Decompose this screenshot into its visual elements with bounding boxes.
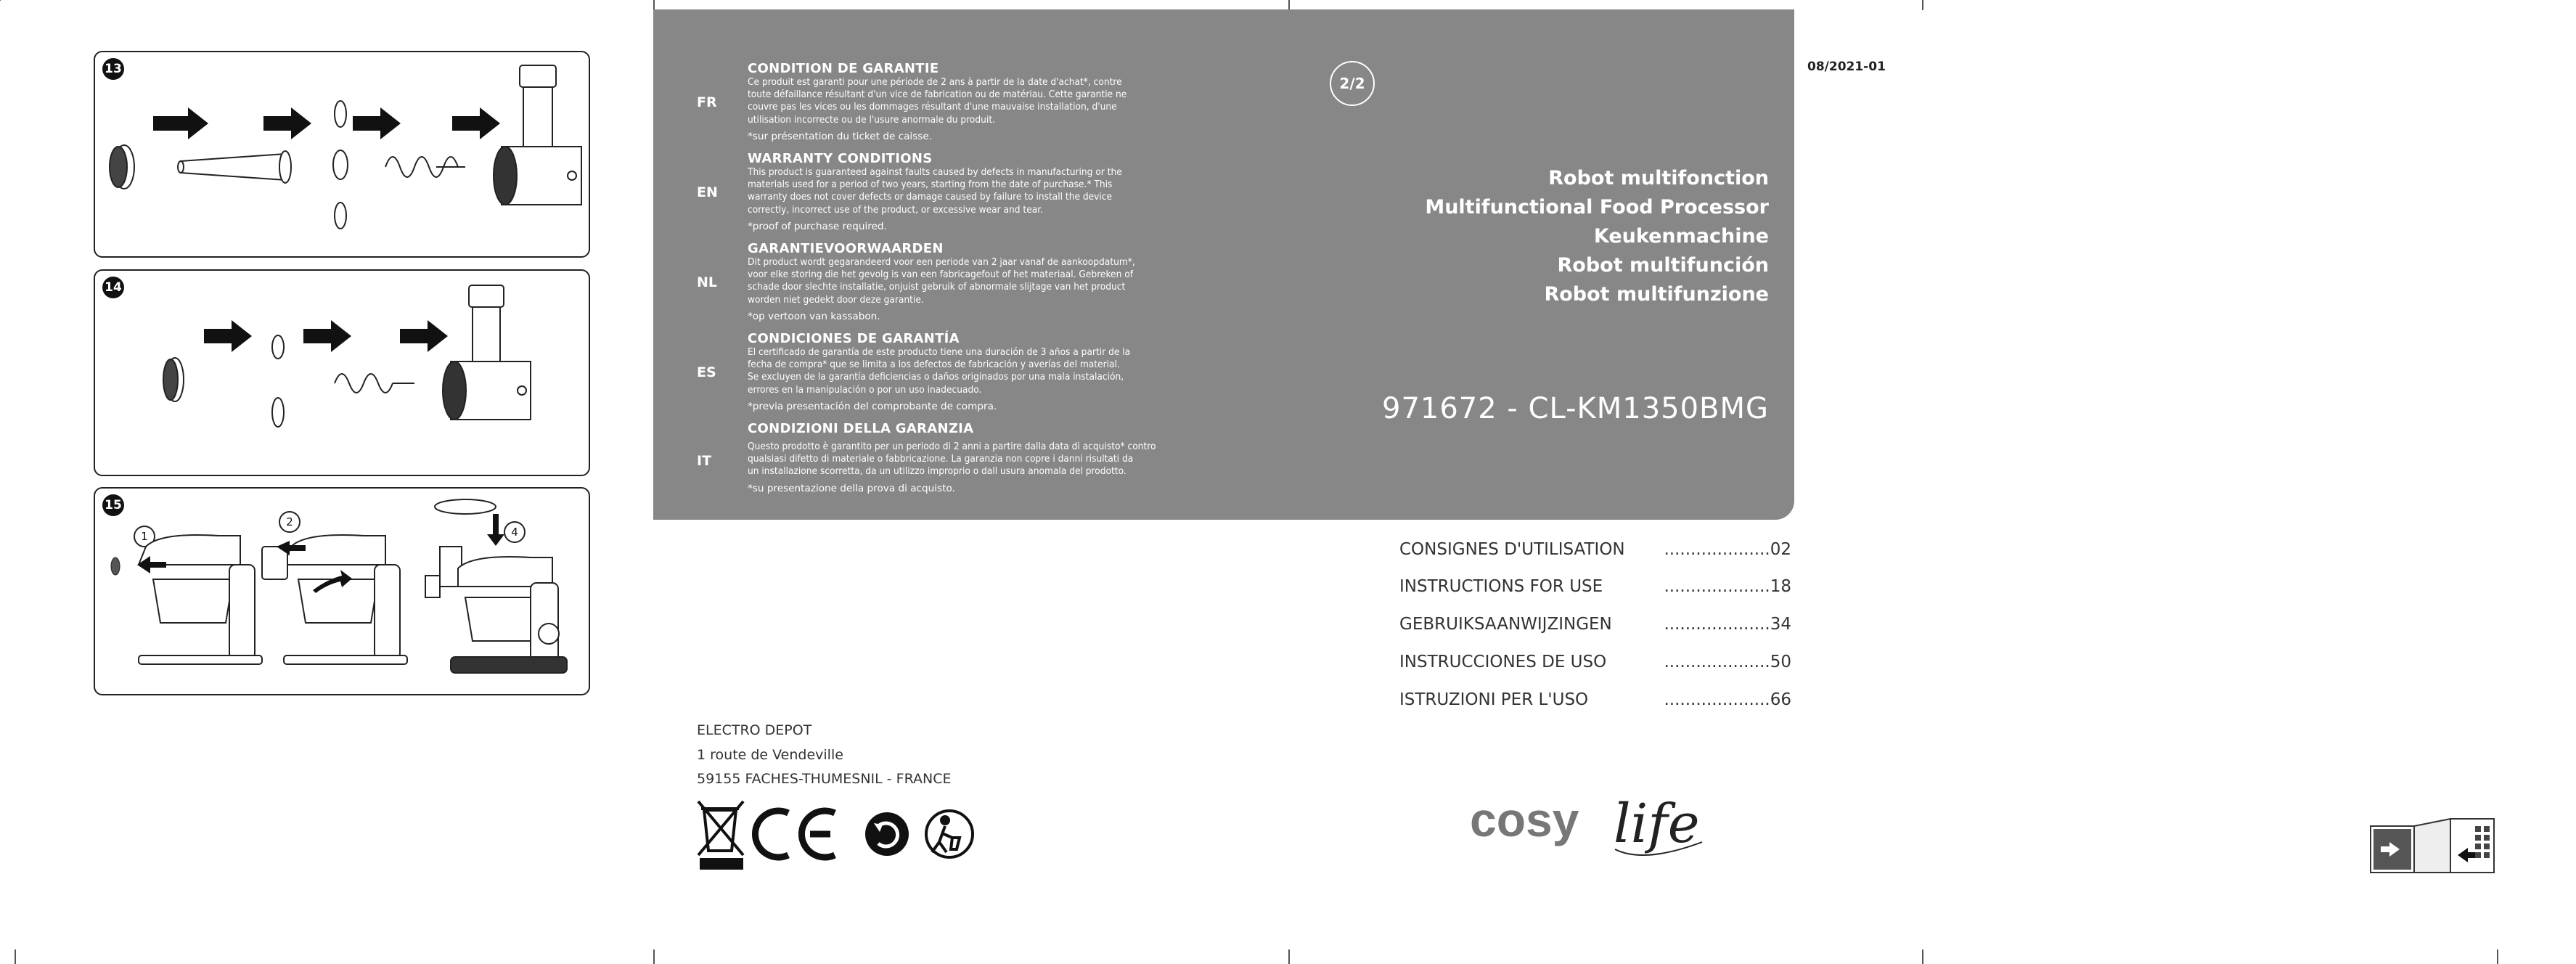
warranty-note: *proof of purchase required. bbox=[748, 220, 887, 232]
language-code: FR bbox=[697, 94, 717, 110]
cutting-discs bbox=[333, 101, 348, 229]
warranty-line: qualsiasi difetto di materiale o fabbricazione. La garanzia non copre i danni risultati da bbox=[748, 453, 1134, 465]
warranty-title: CONDITION DE GARANTIE bbox=[748, 61, 939, 76]
grinder-head bbox=[443, 285, 531, 420]
warranty-line: utilisation incorrecte ou de l'usure anormale du produit. bbox=[748, 113, 995, 126]
address-line: 1 route de Vendeville bbox=[697, 747, 843, 763]
warranty-note: *op vertoon van kassabon. bbox=[748, 310, 880, 322]
toc-label: GEBRUIKSAANWIJZINGEN bbox=[1399, 615, 1612, 634]
toc-label: ISTRUZIONI PER L'USO bbox=[1399, 690, 1589, 709]
toc-page: ....................18 bbox=[1664, 577, 1791, 596]
warranty-line: fecha de compra* que se limita a los defectos de fabricación y averías del material. bbox=[748, 359, 1120, 371]
figure-13-panel bbox=[94, 51, 590, 258]
step-label: 4 bbox=[511, 526, 518, 539]
warranty-line: correctly, incorrect use of the product, or excessive wear and tear. bbox=[748, 203, 1043, 216]
warranty-section-es bbox=[748, 331, 1205, 412]
date-code: 08/2021-01 bbox=[1807, 60, 1886, 74]
crop-mark bbox=[15, 949, 16, 964]
language-code: NL bbox=[697, 274, 718, 290]
tidyman-icon bbox=[926, 811, 973, 857]
warranty-line: This product is guaranteed against faults caused by defects in manufacturing or the bbox=[748, 166, 1122, 178]
crop-mark bbox=[1922, 949, 1923, 964]
sausage-funnel bbox=[178, 151, 291, 183]
warranty-line: Questo prodotto è garantito per un periodo di 2 anni a partire dalla data di acquisto* contro bbox=[748, 441, 1156, 452]
arrow-right-icon bbox=[303, 320, 351, 352]
warranty-title: CONDIZIONI DELLA GARANZIA bbox=[748, 421, 974, 436]
warranty-line: Dit product wordt gegarandeerd voor een periode van 2 jaar vanaf de aankoopdatum*, bbox=[748, 256, 1135, 268]
crop-mark bbox=[1288, 949, 1290, 964]
product-title: Robot multifonction bbox=[1548, 167, 1769, 189]
crop-mark bbox=[653, 949, 655, 964]
warranty-section-nl bbox=[748, 241, 1205, 322]
weee-bin-icon bbox=[698, 801, 743, 868]
figure-13-illustration bbox=[95, 52, 592, 259]
page-indicator: 2/2 bbox=[1330, 61, 1375, 106]
ring-nut bbox=[110, 145, 134, 189]
warranty-line: errores en la manipulación o por un uso inadecuado. bbox=[748, 383, 982, 396]
warranty-text bbox=[748, 346, 1205, 396]
figure-number: 13 bbox=[102, 58, 124, 80]
ring-nut bbox=[163, 358, 184, 401]
certification-icons bbox=[695, 797, 978, 873]
warranty-text bbox=[748, 166, 1205, 216]
warranty-line: warranty does not cover defects or damage caused by failure to install the device bbox=[748, 191, 1113, 203]
warranty-line: toute défaillance résultant d'un vice de fabrication ou de matériau. Cette garantie ne bbox=[748, 89, 1127, 101]
toc-page: ....................50 bbox=[1664, 653, 1791, 671]
arrow-right-icon bbox=[452, 107, 500, 139]
warranty-title: GARANTIEVOORWAARDEN bbox=[748, 241, 944, 256]
crop-mark bbox=[1288, 0, 1290, 10]
step-label: 1 bbox=[141, 530, 148, 543]
arrow-right-icon bbox=[400, 320, 448, 352]
warranty-title: WARRANTY CONDITIONS bbox=[748, 151, 933, 166]
toc-label: INSTRUCTIONS FOR USE bbox=[1399, 577, 1603, 596]
stand-mixer bbox=[139, 535, 262, 664]
feed-screw bbox=[335, 374, 414, 393]
feed-screw bbox=[385, 157, 465, 177]
brand-logo bbox=[1470, 784, 1746, 878]
warranty-line: un installazione scorretta, da un utilizzo improprio o dall usura anomala del prodotto. bbox=[748, 465, 1127, 478]
warranty-note: *sur présentation du ticket de caisse. bbox=[748, 130, 933, 142]
crop-mark bbox=[0, 0, 1, 1]
warranty-line: Ce produit est garanti pour une période de 2 ans à partir de la date d'achat*, contre bbox=[748, 76, 1122, 88]
warranty-text bbox=[748, 441, 1205, 478]
warranty-text bbox=[748, 256, 1205, 306]
cutting-discs bbox=[272, 335, 284, 427]
product-titles bbox=[1425, 164, 1769, 309]
toc-label: CONSIGNES D'UTILISATION bbox=[1399, 540, 1625, 559]
warranty-section-fr bbox=[748, 61, 1205, 142]
warranty-line: voor elke storing die het gevolg is van een fabricagefout of het materiaal. Gebreken of bbox=[748, 269, 1133, 281]
fold-instruction-icon bbox=[2368, 804, 2503, 877]
figure-14-panel bbox=[94, 269, 590, 476]
step-label: 2 bbox=[286, 515, 293, 528]
address-line: ELECTRO DEPOT bbox=[697, 722, 812, 738]
warranty-line: couvre pas les vices ou les dommages résultant d'une mauvaise installation, d'une bbox=[748, 101, 1117, 113]
language-code: ES bbox=[697, 364, 716, 380]
cap bbox=[111, 557, 120, 575]
figure-14-illustration bbox=[95, 271, 592, 478]
figure-number: 14 bbox=[102, 277, 124, 298]
warranty-text bbox=[748, 76, 1205, 126]
warranty-line: El certificado de garantía de este producto tiene una duración de 3 años a partir de la bbox=[748, 346, 1131, 358]
toc-page: ....................02 bbox=[1664, 540, 1791, 559]
crop-mark bbox=[2497, 949, 2498, 964]
arrow-right-icon bbox=[353, 107, 401, 139]
warranty-line: worden niet gedekt door deze garantie. bbox=[748, 293, 924, 306]
product-title: Robot multifunzione bbox=[1544, 283, 1769, 306]
language-code: EN bbox=[697, 184, 718, 200]
warranty-note: *previa presentación del comprobante de compra. bbox=[748, 400, 997, 412]
language-code: IT bbox=[697, 453, 712, 469]
warranty-title: CONDICIONES DE GARANTÍA bbox=[748, 331, 960, 346]
product-title: Multifunctional Food Processor bbox=[1425, 196, 1769, 218]
stand-mixer bbox=[262, 535, 407, 664]
ce-mark-icon bbox=[755, 811, 835, 857]
arrow-right-icon bbox=[263, 107, 311, 139]
address-line: 59155 FACHES-THUMESNIL - FRANCE bbox=[697, 771, 952, 787]
recycle-icon bbox=[865, 812, 909, 856]
model-number: 971672 - CL-KM1350BMG bbox=[1382, 392, 1769, 425]
arrow-right-icon bbox=[204, 320, 252, 352]
warranty-line: materials used for a period of two years, starting from the date of purchase.* This bbox=[748, 179, 1113, 191]
grinder-head bbox=[494, 65, 581, 205]
figure-15-illustration bbox=[95, 489, 592, 697]
logo-script: life bbox=[1614, 793, 1700, 855]
figure-number: 15 bbox=[102, 494, 124, 516]
warranty-line: schade door slechte installatie, onjuist gebruik of abnormale slijtage van het product bbox=[748, 281, 1126, 293]
warranty-section-en bbox=[748, 151, 1205, 232]
figure-15-panel bbox=[94, 487, 590, 695]
warranty-line: Se excluyen de la garantía deficiencias o daños originados por una mala instalación, bbox=[748, 371, 1124, 383]
arrow-right-icon bbox=[153, 107, 208, 139]
product-title: Robot multifunción bbox=[1557, 254, 1769, 277]
warranty-section-it bbox=[748, 421, 1205, 494]
toc-page: ....................66 bbox=[1664, 690, 1791, 709]
logo-brand: cosy bbox=[1470, 793, 1579, 846]
product-title: Keukenmachine bbox=[1593, 225, 1769, 248]
arrow-down-icon bbox=[487, 514, 504, 546]
toc-page: ....................34 bbox=[1664, 615, 1791, 634]
crop-mark bbox=[653, 0, 655, 10]
warranty-note: *su presentazione della prova di acquisto. bbox=[748, 482, 955, 494]
toc-label: INSTRUCCIONES DE USO bbox=[1399, 653, 1607, 671]
crop-mark bbox=[1922, 0, 1923, 10]
